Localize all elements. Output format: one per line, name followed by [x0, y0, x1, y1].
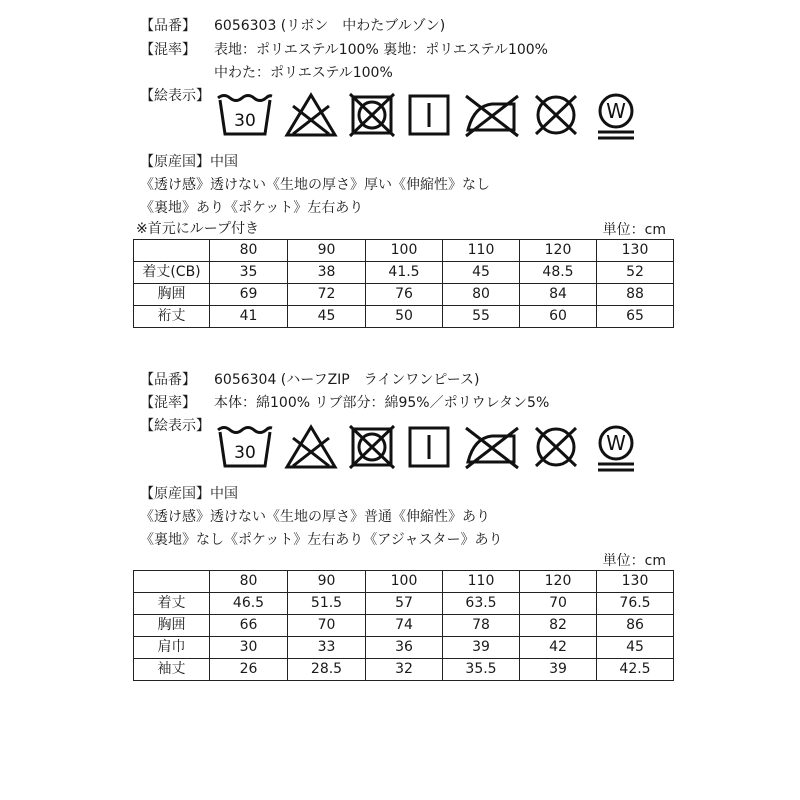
- table-cell: 42: [520, 637, 597, 659]
- product-1-hinban-line: [140, 16, 445, 36]
- no-tumble-dry-icon: [348, 424, 396, 470]
- unit-label: 単位：cm: [602, 222, 666, 238]
- table-cell: 肩巾: [134, 637, 210, 659]
- svg-text:30: 30: [234, 111, 256, 131]
- no-tumble-dry-icon: [348, 92, 396, 138]
- table-cell: 51.5: [288, 593, 366, 615]
- table-cell: 80: [443, 284, 520, 306]
- table-cell: 78: [443, 615, 520, 637]
- table-cell: [134, 571, 210, 593]
- table-cell: 57: [366, 593, 443, 615]
- svg-text:W: W: [606, 431, 626, 455]
- table-row: [134, 306, 674, 328]
- note-line: ※首元にループ付き: [136, 221, 260, 237]
- table-cell: 裄丈: [134, 306, 210, 328]
- size-table-1: [133, 239, 674, 328]
- table-cell: 33: [288, 637, 366, 659]
- table-cell: 88: [597, 284, 674, 306]
- no-iron-icon: [462, 424, 520, 470]
- material-line-1: 本体：綿100% リブ部分：綿95%／ポリウレタン5%: [214, 395, 550, 411]
- table-cell: 35.5: [443, 659, 520, 681]
- table-header-row: [134, 571, 674, 593]
- table-cell: 着丈(CB): [134, 262, 210, 284]
- table-row: [134, 659, 674, 681]
- table-cell: 38: [288, 262, 366, 284]
- no-dry-clean-icon: [530, 424, 582, 470]
- table-cell: 35: [210, 262, 288, 284]
- table-cell: 84: [520, 284, 597, 306]
- no-dry-clean-icon: [530, 92, 582, 138]
- table-cell: 70: [520, 593, 597, 615]
- table-header-row: [134, 240, 674, 262]
- attr-line-1: 《透け感》透けない《生地の厚さ》普通《伸縮性》あり: [140, 509, 490, 525]
- table-cell: 胸囲: [134, 284, 210, 306]
- care-icons-1: [216, 92, 650, 142]
- origin-line: 【原産国】中国: [140, 154, 238, 170]
- table-cell: 41: [210, 306, 288, 328]
- hinban-value: 6056303 (リボン 中わたブルゾン): [214, 18, 446, 34]
- attr-line-1: 《透け感》透けない《生地の厚さ》厚い《伸縮性》なし: [140, 177, 490, 193]
- table-cell: 45: [288, 306, 366, 328]
- table-cell: 86: [597, 615, 674, 637]
- table-cell: 130: [597, 240, 674, 262]
- table-cell: 袖丈: [134, 659, 210, 681]
- table-cell: 120: [520, 240, 597, 262]
- table-cell: 50: [366, 306, 443, 328]
- table-cell: 42.5: [597, 659, 674, 681]
- table-cell: 80: [210, 571, 288, 593]
- product-2-konritsu-line: [140, 393, 549, 413]
- table-cell: 48.5: [520, 262, 597, 284]
- table-cell: 55: [443, 306, 520, 328]
- no-iron-icon: [462, 92, 520, 138]
- table-cell: 45: [597, 637, 674, 659]
- table-cell: 72: [288, 284, 366, 306]
- table-cell: 60: [520, 306, 597, 328]
- origin-line: 【原産国】中国: [140, 486, 238, 502]
- table-cell: 36: [366, 637, 443, 659]
- konritsu-label: 【混率】: [140, 395, 196, 411]
- table-cell: 100: [366, 240, 443, 262]
- table-cell: 胸囲: [134, 615, 210, 637]
- table-cell: 100: [366, 571, 443, 593]
- table-cell: 46.5: [210, 593, 288, 615]
- table-cell: 90: [288, 571, 366, 593]
- size-table-2: [133, 570, 674, 681]
- svg-text:W: W: [606, 99, 626, 123]
- unit-label: 単位：cm: [602, 553, 666, 569]
- wet-clean-icon: [592, 424, 640, 474]
- konritsu-label: 【混率】: [140, 42, 196, 58]
- table-cell: 45: [443, 262, 520, 284]
- table-cell: 90: [288, 240, 366, 262]
- table-cell: 76.5: [597, 593, 674, 615]
- table-cell: 28.5: [288, 659, 366, 681]
- table-cell: 110: [443, 240, 520, 262]
- no-bleach-icon: [284, 92, 338, 138]
- table-cell: 52: [597, 262, 674, 284]
- table-cell: 39: [520, 659, 597, 681]
- table-cell: 65: [597, 306, 674, 328]
- table-cell: [134, 240, 210, 262]
- table-cell: 着丈: [134, 593, 210, 615]
- hinban-label: 【品番】: [140, 372, 196, 388]
- table-cell: 26: [210, 659, 288, 681]
- table-cell: 41.5: [366, 262, 443, 284]
- attr-line-2: 《裏地》あり《ポケット》左右あり: [140, 200, 364, 216]
- table-cell: 130: [597, 571, 674, 593]
- product-1-konritsu-line: [140, 40, 548, 60]
- table-cell: 110: [443, 571, 520, 593]
- table-row: [134, 262, 674, 284]
- wash-30-icon: [216, 92, 274, 136]
- table-cell: 63.5: [443, 593, 520, 615]
- no-bleach-icon: [284, 424, 338, 470]
- table-cell: 82: [520, 615, 597, 637]
- table-row: [134, 593, 674, 615]
- table-cell: 120: [520, 571, 597, 593]
- table-row: [134, 284, 674, 306]
- hinban-value: 6056304 (ハーフZIP ラインワンピース): [214, 372, 480, 388]
- table-cell: 70: [288, 615, 366, 637]
- table-cell: 74: [366, 615, 443, 637]
- table-cell: 66: [210, 615, 288, 637]
- table-cell: 39: [443, 637, 520, 659]
- line-dry-icon: [406, 424, 452, 470]
- table-cell: 80: [210, 240, 288, 262]
- table-row: [134, 637, 674, 659]
- care-label: 【絵表示】: [140, 418, 210, 434]
- table-row: [134, 615, 674, 637]
- care-icons-2: [216, 424, 650, 474]
- table-cell: 32: [366, 659, 443, 681]
- wash-30-icon: [216, 424, 274, 468]
- care-label: 【絵表示】: [140, 88, 210, 104]
- table-cell: 76: [366, 284, 443, 306]
- svg-text:30: 30: [234, 443, 256, 463]
- line-dry-icon: [406, 92, 452, 138]
- wet-clean-icon: [592, 92, 640, 142]
- product-2-hinban-line: [140, 370, 480, 390]
- material-line-1: 表地：ポリエステル100% 裏地：ポリエステル100%: [214, 42, 548, 58]
- table-cell: 69: [210, 284, 288, 306]
- table-cell: 30: [210, 637, 288, 659]
- material-line-2: 中わた：ポリエステル100%: [214, 65, 393, 81]
- hinban-label: 【品番】: [140, 18, 196, 34]
- attr-line-2: 《裏地》なし《ポケット》左右あり《アジャスター》あり: [140, 532, 503, 548]
